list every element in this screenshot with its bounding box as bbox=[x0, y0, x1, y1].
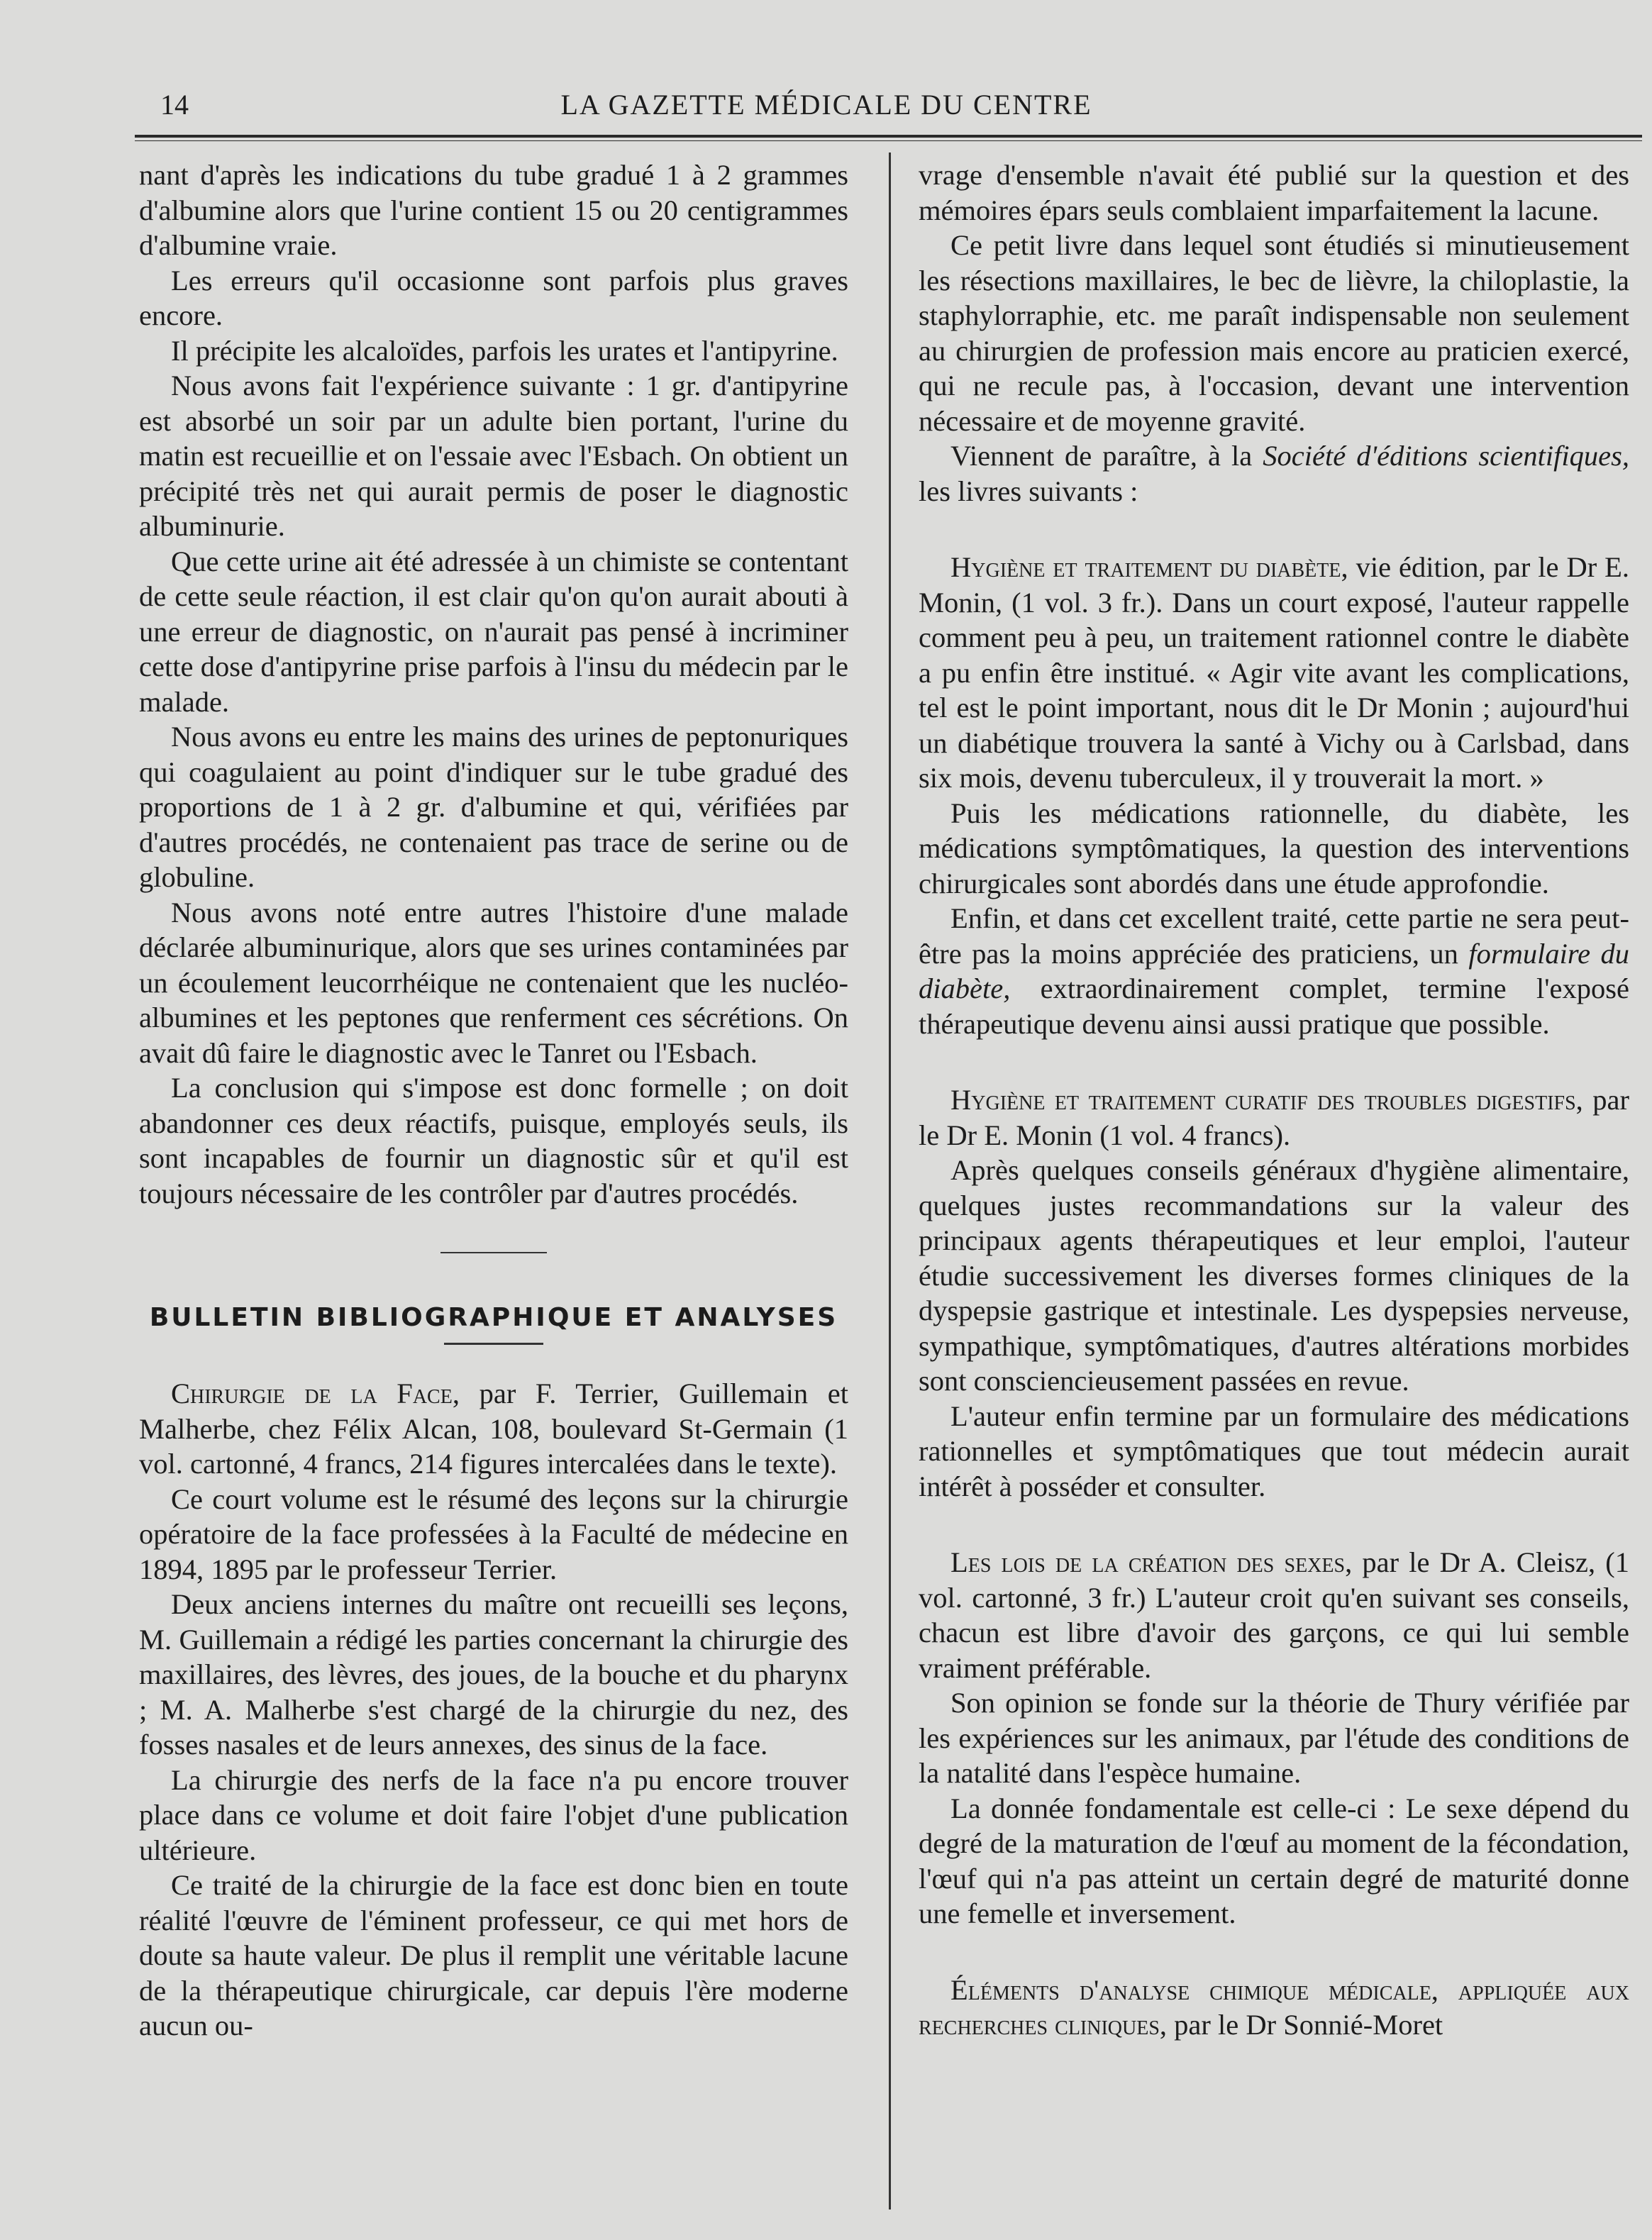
text-run: extraordinairement complet, termine l'exposé thérapeutique devenu ainsi aussi pratique que possible. bbox=[919, 972, 1629, 1040]
entry-details: , par F. Terrier, Guillemain et Malherbe, chez Félix Alcan, 108, boulevard St-Germain (1 vol. cartonné, 4 francs, 214 figures intercalées dans le texte). bbox=[139, 1377, 849, 1480]
paragraph bbox=[919, 438, 1629, 509]
text-run: Enfin, et dans cet excellent traité, cette partie ne sera peut-être pas la moins appréciée des praticiens, un bbox=[919, 902, 1629, 970]
paragraph: L'auteur enfin termine par un formulaire des médications rationnelles et symptômatiques que tout médecin aurait intérêt à posséder et consulter. bbox=[919, 1399, 1629, 1502]
paragraph: Son opinion se fonde sur la théorie de Thury vérifiée par les expériences sur les animaux, par l'étude des conditions de la natalité dans l'espèce humaine. bbox=[919, 1687, 1629, 1789]
running-title: LA GAZETTE MÉDICALE DU CENTRE bbox=[560, 89, 1092, 121]
paragraph: Ce court volume est le résumé des leçons sur la chirurgie opératoire de la face professées à la Faculté de médecine en 1894, 1895 par le professeur Terrier. bbox=[139, 1482, 848, 1585]
paragraph: Nous avons eu entre les mains des urines de peptonuriques qui coagulaient au point d'indiquer sur le tube gradué des proportions de 1 à 2 gr. d'albumine et qui, vérifiées par d'autres procédés, ne contenaient pas trace de serine ou de globuline. bbox=[139, 721, 848, 893]
spacer bbox=[919, 1041, 1629, 1082]
bibliography-entry bbox=[919, 1545, 1629, 1685]
paragraph: Après quelques conseils généraux d'hygiène alimentaire, quelques justes recommandations sur la valeur des principaux agents thérapeutiques et leur emploi, l'auteur étudie successivement les diverses formes cliniques de la dyspepsie gastrique et intestinale. Les dyspepsies nerveuse, sympathique, symptômatiques, d'autres altérations morbides sont consciencieusement passées en revue. bbox=[919, 1154, 1629, 1397]
column-divider bbox=[889, 153, 891, 2209]
paragraph: nant d'après les indications du tube gradué 1 à 2 grammes d'albumine alors que l'urine contient 15 ou 20 centigrammes d'albumine vraie. bbox=[139, 159, 848, 261]
bibliography-entry bbox=[919, 550, 1629, 796]
paragraph: Nous avons noté entre autres l'histoire d'une malade déclarée albuminurique, alors que ses urines contaminées par un écoulement leucorrhéique ne contenaient que les nucléo-albumines et les peptones que renferment ces sécrétions. On avait dû faire le diagnostic avec le Tanret ou l'Esbach. bbox=[139, 896, 848, 1069]
paragraph bbox=[919, 901, 1629, 1041]
spacer bbox=[919, 509, 1629, 550]
entry-details: , par le Dr A. Cleisz, (1 vol. cartonné, 3 fr.) L'auteur croit qu'en suivant ses conseils, chacun est libre d'avoir des garçons, ce qui lui semble vraiment préférable. bbox=[919, 1546, 1629, 1684]
page-header bbox=[135, 84, 1518, 126]
paragraph: Les erreurs qu'il occasionne sont parfois plus graves encore. bbox=[139, 264, 848, 331]
paragraph: Ce traité de la chirurgie de la face est donc bien en toute réalité l'œuvre de l'éminent professeur, ce qui met hors de doute sa haute valeur. De plus il remplit une véritable lacune de la thérapeutique chirurgicale, car depuis l'ère moderne aucun ou- bbox=[139, 1869, 848, 2041]
paragraph: Que cette urine ait été adressée à un chimiste se contentant de cette seule réaction, il est clair qu'on qu'on aurait abouti à une erreur de diagnostic, on n'aurait pas pensé à incriminer cette dose d'antipyrine prise parfois à l'insu du médecin par le malade. bbox=[139, 545, 848, 718]
bibliography-entry bbox=[919, 1082, 1629, 1153]
paragraph: La conclusion qui s'impose est donc formelle ; on doit abandonner ces deux réactifs, puisque, employés seuls, ils sont incapables de fournir un diagnostic sûr et qu'il est toujours nécessaire de les contrôler par d'autres procédés. bbox=[139, 1072, 848, 1209]
paragraph: Puis les médications rationnelle, du diabète, les médications symptômatiques, la question des interventions chirurgicales sont abordés dans une étude approfondie. bbox=[919, 797, 1629, 899]
text-run: Viennent de paraître, à la bbox=[950, 440, 1263, 472]
section-title: BULLETIN BIBLIOGRAPHIQUE ET ANALYSES bbox=[149, 1303, 838, 1332]
page-number: 14 bbox=[160, 89, 189, 121]
paragraph: La donnée fondamentale est celle-ci : Le sexe dépend du degré de la maturation de l'œuf au moment de la fécondation, l'œuf qui n'a pas atteint un certain degré de maturité donne une femelle et inversement. bbox=[919, 1792, 1629, 1929]
entry-title: Éléments d'analyse chimique médicale, appliquée aux recherches cliniques bbox=[919, 1973, 1629, 2041]
spacer bbox=[919, 1504, 1629, 1545]
entry-details: , par le Dr Sonnié-Moret bbox=[1159, 2009, 1443, 2041]
paragraph: Ce petit livre dans lequel sont étudiés si minutieusement les résections maxillaires, le bec de lièvre, la chiloplastie, la staphylorraphie, etc. me paraît indispensable non seulement au chirurgien de profession mais encore au praticien exercé, qui ne recule pas, à l'occasion, devant une intervention nécessaire et de moyenne gravité. bbox=[919, 229, 1629, 437]
entry-details: , par le Dr E. Monin (1 vol. 4 francs). bbox=[919, 1084, 1629, 1151]
paragraph: Il précipite les alcaloïdes, parfois les urates et l'antipyrine. bbox=[171, 334, 838, 367]
entry-title: Hygiène et traitement du diabète bbox=[950, 551, 1341, 583]
bibliography-entry bbox=[919, 1973, 1629, 2043]
spacer bbox=[919, 1931, 1629, 1973]
paragraph: Deux anciens internes du maître ont recueilli ses leçons, M. Guillemain a rédigé les parties concernant la chirurgie des maxillaires, des lèvres, des joues, de la bouche et du pharynx ; M. A. Malherbe s'est chargé de la chirurgie du nez, des fosses nasales et de leurs annexes, des sinus de la face. bbox=[139, 1588, 848, 1761]
title-underline bbox=[444, 1343, 543, 1345]
entry-title: Les lois de la création des sexes bbox=[950, 1546, 1346, 1578]
section-separator bbox=[440, 1252, 547, 1253]
header-rule bbox=[135, 135, 1642, 141]
right-column bbox=[919, 157, 1629, 2043]
bibliography-entry bbox=[139, 1376, 848, 1482]
paragraph: vrage d'ensemble n'avait été publié sur la question et des mémoires épars seuls comblaient imparfaitement la lacune. bbox=[919, 159, 1629, 226]
paragraph: Nous avons fait l'expérience suivante : 1 gr. d'antipyrine est absorbé un soir par un adulte bien portant, l'urine du matin est recueillie et on l'essaie avec l'Esbach. On obtient un précipité très net qui aurait permis de poser le diagnostic albuminurie. bbox=[139, 370, 848, 542]
entry-details: , vie édition, par le Dr E. Monin, (1 vol. 3 fr.). Dans un court exposé, l'auteur rappelle comment peu à peu, un traitement rationnel contre le diabète a pu enfin être institué. « Agir vite avant les complications, tel est le point important, nous dit le Dr Monin ; aujourd'hui un diabétique trouvera la santé à Vichy ou à Carlsbad, dans six mois, devenu tuberculeux, il y trouverait la mort. » bbox=[919, 551, 1630, 794]
entry-title: Chirurgie de la Face bbox=[171, 1377, 453, 1409]
entry-title: Hygiène et traitement curatif des troubles digestifs bbox=[950, 1084, 1576, 1116]
book-section-title: formulaire du diabète, bbox=[919, 937, 1629, 1004]
left-column bbox=[139, 157, 848, 2044]
text-run: les livres suivants : bbox=[919, 475, 1138, 507]
publisher-name: Société d'éditions scientifiques, bbox=[1263, 440, 1629, 472]
paragraph: La chirurgie des nerfs de la face n'a pu encore trouver place dans ce volume et doit faire l'objet d'une publication ultérieure. bbox=[139, 1763, 848, 1866]
